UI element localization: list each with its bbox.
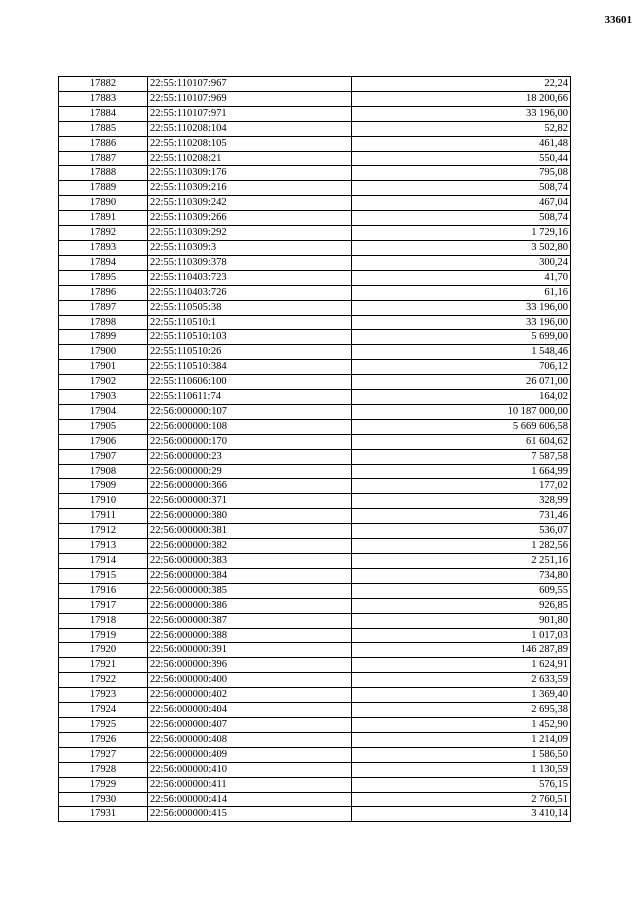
row-number-cell: 17884 xyxy=(59,106,148,121)
row-number-cell: 17920 xyxy=(59,643,148,658)
cadastral-number-cell: 22:56:000000:23 xyxy=(148,449,352,464)
row-number-cell: 17925 xyxy=(59,717,148,732)
table-row xyxy=(59,524,571,539)
amount-cell: 41,70 xyxy=(352,270,571,285)
cadastral-number-cell: 22:55:110403:726 xyxy=(148,285,352,300)
table-row xyxy=(59,598,571,613)
table-row xyxy=(59,747,571,762)
table-row xyxy=(59,464,571,479)
amount-cell: 3 502,80 xyxy=(352,240,571,255)
table-row xyxy=(59,404,571,419)
cadastral-number-cell: 22:56:000000:108 xyxy=(148,419,352,434)
amount-cell: 5 669 606,58 xyxy=(352,419,571,434)
cadastral-number-cell: 22:56:000000:410 xyxy=(148,762,352,777)
row-number-cell: 17931 xyxy=(59,807,148,822)
row-number-cell: 17922 xyxy=(59,673,148,688)
amount-cell: 1 282,56 xyxy=(352,539,571,554)
cadastral-number-cell: 22:55:110510:26 xyxy=(148,345,352,360)
table-row xyxy=(59,151,571,166)
amount-cell: 734,80 xyxy=(352,568,571,583)
cadastral-number-cell: 22:55:110403:723 xyxy=(148,270,352,285)
table-row xyxy=(59,777,571,792)
row-number-cell: 17916 xyxy=(59,583,148,598)
table-row xyxy=(59,732,571,747)
row-number-cell: 17907 xyxy=(59,449,148,464)
amount-cell: 18 200,66 xyxy=(352,91,571,106)
cadastral-number-cell: 22:56:000000:383 xyxy=(148,554,352,569)
table-row xyxy=(59,285,571,300)
table-row xyxy=(59,77,571,92)
cadastral-number-cell: 22:56:000000:388 xyxy=(148,628,352,643)
cadastral-number-cell: 22:56:000000:384 xyxy=(148,568,352,583)
row-number-cell: 17915 xyxy=(59,568,148,583)
cadastral-number-cell: 22:56:000000:408 xyxy=(148,732,352,747)
table-row xyxy=(59,240,571,255)
cadastral-number-cell: 22:55:110309:378 xyxy=(148,255,352,270)
table-row xyxy=(59,196,571,211)
amount-cell: 5 699,00 xyxy=(352,330,571,345)
row-number-cell: 17918 xyxy=(59,613,148,628)
cadastral-number-cell: 22:56:000000:396 xyxy=(148,658,352,673)
cadastral-number-cell: 22:56:000000:400 xyxy=(148,673,352,688)
table-row xyxy=(59,255,571,270)
cadastral-number-cell: 22:55:110107:969 xyxy=(148,91,352,106)
cadastral-number-cell: 22:56:000000:391 xyxy=(148,643,352,658)
row-number-cell: 17899 xyxy=(59,330,148,345)
amount-cell: 550,44 xyxy=(352,151,571,166)
amount-cell: 33 196,00 xyxy=(352,106,571,121)
cadastral-number-cell: 22:55:110208:104 xyxy=(148,121,352,136)
amount-cell: 61 604,62 xyxy=(352,434,571,449)
row-number-cell: 17905 xyxy=(59,419,148,434)
table-row xyxy=(59,300,571,315)
amount-cell: 467,04 xyxy=(352,196,571,211)
row-number-cell: 17930 xyxy=(59,792,148,807)
row-number-cell: 17910 xyxy=(59,494,148,509)
amount-cell: 576,15 xyxy=(352,777,571,792)
row-number-cell: 17897 xyxy=(59,300,148,315)
cadastral-number-cell: 22:55:110208:21 xyxy=(148,151,352,166)
table-row xyxy=(59,807,571,822)
amount-cell: 52,82 xyxy=(352,121,571,136)
cadastral-number-cell: 22:55:110309:242 xyxy=(148,196,352,211)
amount-cell: 61,16 xyxy=(352,285,571,300)
row-number-cell: 17894 xyxy=(59,255,148,270)
cadastral-number-cell: 22:56:000000:107 xyxy=(148,404,352,419)
table-row xyxy=(59,717,571,732)
cadastral-number-cell: 22:56:000000:407 xyxy=(148,717,352,732)
table-row xyxy=(59,583,571,598)
amount-cell: 7 587,58 xyxy=(352,449,571,464)
amount-cell: 3 410,14 xyxy=(352,807,571,822)
amount-cell: 1 664,99 xyxy=(352,464,571,479)
row-number-cell: 17893 xyxy=(59,240,148,255)
cadastral-number-cell: 22:55:110309:216 xyxy=(148,181,352,196)
row-number-cell: 17919 xyxy=(59,628,148,643)
row-number-cell: 17886 xyxy=(59,136,148,151)
amount-cell: 2 251,16 xyxy=(352,554,571,569)
table-row xyxy=(59,703,571,718)
table-row xyxy=(59,494,571,509)
table-row xyxy=(59,181,571,196)
row-number-cell: 17889 xyxy=(59,181,148,196)
cadastral-number-cell: 22:55:110505:38 xyxy=(148,300,352,315)
cadastral-number-cell: 22:55:110208:105 xyxy=(148,136,352,151)
amount-cell: 1 624,91 xyxy=(352,658,571,673)
cadastral-number-cell: 22:56:000000:402 xyxy=(148,688,352,703)
amount-cell: 461,48 xyxy=(352,136,571,151)
cadastral-number-cell: 22:56:000000:409 xyxy=(148,747,352,762)
amount-cell: 2 760,51 xyxy=(352,792,571,807)
table-row xyxy=(59,568,571,583)
row-number-cell: 17928 xyxy=(59,762,148,777)
data-table xyxy=(58,76,571,822)
amount-cell: 1 548,46 xyxy=(352,345,571,360)
cadastral-number-cell: 22:56:000000:411 xyxy=(148,777,352,792)
amount-cell: 926,85 xyxy=(352,598,571,613)
row-number-cell: 17923 xyxy=(59,688,148,703)
cadastral-number-cell: 22:55:110606:100 xyxy=(148,375,352,390)
amount-cell: 1 017,03 xyxy=(352,628,571,643)
row-number-cell: 17921 xyxy=(59,658,148,673)
amount-cell: 33 196,00 xyxy=(352,300,571,315)
table-row xyxy=(59,613,571,628)
row-number-cell: 17926 xyxy=(59,732,148,747)
table-row xyxy=(59,643,571,658)
amount-cell: 536,07 xyxy=(352,524,571,539)
table-row xyxy=(59,688,571,703)
table-row xyxy=(59,628,571,643)
amount-cell: 901,80 xyxy=(352,613,571,628)
amount-cell: 508,74 xyxy=(352,181,571,196)
row-number-cell: 17929 xyxy=(59,777,148,792)
amount-cell: 22,24 xyxy=(352,77,571,92)
table-row xyxy=(59,792,571,807)
table-row xyxy=(59,434,571,449)
amount-cell: 508,74 xyxy=(352,211,571,226)
row-number-cell: 17908 xyxy=(59,464,148,479)
cadastral-number-cell: 22:55:110309:3 xyxy=(148,240,352,255)
table-row xyxy=(59,375,571,390)
table-row xyxy=(59,419,571,434)
row-number-cell: 17895 xyxy=(59,270,148,285)
row-number-cell: 17888 xyxy=(59,166,148,181)
row-number-cell: 17890 xyxy=(59,196,148,211)
table-row xyxy=(59,360,571,375)
amount-cell: 2 633,59 xyxy=(352,673,571,688)
cadastral-number-cell: 22:55:110309:266 xyxy=(148,211,352,226)
row-number-cell: 17912 xyxy=(59,524,148,539)
cadastral-number-cell: 22:55:110107:967 xyxy=(148,77,352,92)
amount-cell: 164,02 xyxy=(352,390,571,405)
cadastral-number-cell: 22:56:000000:29 xyxy=(148,464,352,479)
cadastral-number-cell: 22:56:000000:381 xyxy=(148,524,352,539)
table-row xyxy=(59,106,571,121)
table-row xyxy=(59,121,571,136)
table-row xyxy=(59,673,571,688)
table-row xyxy=(59,211,571,226)
amount-cell: 1 586,50 xyxy=(352,747,571,762)
cadastral-number-cell: 22:56:000000:387 xyxy=(148,613,352,628)
amount-cell: 33 196,00 xyxy=(352,315,571,330)
amount-cell: 300,24 xyxy=(352,255,571,270)
page-number: 33601 xyxy=(604,14,632,26)
table-row xyxy=(59,539,571,554)
amount-cell: 328,99 xyxy=(352,494,571,509)
table-row xyxy=(59,330,571,345)
cadastral-number-cell: 22:56:000000:380 xyxy=(148,509,352,524)
cadastral-number-cell: 22:55:110510:1 xyxy=(148,315,352,330)
cadastral-number-cell: 22:56:000000:415 xyxy=(148,807,352,822)
row-number-cell: 17911 xyxy=(59,509,148,524)
table-body xyxy=(59,77,571,822)
table-row xyxy=(59,166,571,181)
row-number-cell: 17900 xyxy=(59,345,148,360)
table-row xyxy=(59,762,571,777)
row-number-cell: 17904 xyxy=(59,404,148,419)
table-row xyxy=(59,658,571,673)
table-row xyxy=(59,390,571,405)
cadastral-number-cell: 22:55:110107:971 xyxy=(148,106,352,121)
cadastral-number-cell: 22:56:000000:170 xyxy=(148,434,352,449)
amount-cell: 731,46 xyxy=(352,509,571,524)
cadastral-number-cell: 22:55:110309:292 xyxy=(148,226,352,241)
cadastral-number-cell: 22:55:110611:74 xyxy=(148,390,352,405)
table-row xyxy=(59,554,571,569)
amount-cell: 146 287,89 xyxy=(352,643,571,658)
row-number-cell: 17901 xyxy=(59,360,148,375)
cadastral-number-cell: 22:55:110309:176 xyxy=(148,166,352,181)
table-row xyxy=(59,449,571,464)
cadastral-number-cell: 22:55:110510:103 xyxy=(148,330,352,345)
table-row xyxy=(59,345,571,360)
amount-cell: 10 187 000,00 xyxy=(352,404,571,419)
amount-cell: 1 729,16 xyxy=(352,226,571,241)
cadastral-number-cell: 22:56:000000:382 xyxy=(148,539,352,554)
row-number-cell: 17887 xyxy=(59,151,148,166)
amount-cell: 1 452,90 xyxy=(352,717,571,732)
cadastral-number-cell: 22:56:000000:414 xyxy=(148,792,352,807)
row-number-cell: 17924 xyxy=(59,703,148,718)
table-row xyxy=(59,91,571,106)
row-number-cell: 17927 xyxy=(59,747,148,762)
row-number-cell: 17917 xyxy=(59,598,148,613)
row-number-cell: 17882 xyxy=(59,77,148,92)
amount-cell: 2 695,38 xyxy=(352,703,571,718)
amount-cell: 1 214,09 xyxy=(352,732,571,747)
table-row xyxy=(59,270,571,285)
row-number-cell: 17892 xyxy=(59,226,148,241)
cadastral-number-cell: 22:55:110510:384 xyxy=(148,360,352,375)
row-number-cell: 17891 xyxy=(59,211,148,226)
row-number-cell: 17896 xyxy=(59,285,148,300)
amount-cell: 26 071,00 xyxy=(352,375,571,390)
cadastral-number-cell: 22:56:000000:366 xyxy=(148,479,352,494)
row-number-cell: 17903 xyxy=(59,390,148,405)
cadastral-number-cell: 22:56:000000:371 xyxy=(148,494,352,509)
amount-cell: 609,55 xyxy=(352,583,571,598)
amount-cell: 1 369,40 xyxy=(352,688,571,703)
table-row xyxy=(59,136,571,151)
table-row xyxy=(59,226,571,241)
table-row xyxy=(59,479,571,494)
row-number-cell: 17913 xyxy=(59,539,148,554)
row-number-cell: 17914 xyxy=(59,554,148,569)
row-number-cell: 17906 xyxy=(59,434,148,449)
cadastral-number-cell: 22:56:000000:404 xyxy=(148,703,352,718)
row-number-cell: 17898 xyxy=(59,315,148,330)
row-number-cell: 17909 xyxy=(59,479,148,494)
table-row xyxy=(59,509,571,524)
amount-cell: 706,12 xyxy=(352,360,571,375)
row-number-cell: 17902 xyxy=(59,375,148,390)
row-number-cell: 17883 xyxy=(59,91,148,106)
amount-cell: 177,02 xyxy=(352,479,571,494)
amount-cell: 795,08 xyxy=(352,166,571,181)
amount-cell: 1 130,59 xyxy=(352,762,571,777)
table-row xyxy=(59,315,571,330)
cadastral-number-cell: 22:56:000000:386 xyxy=(148,598,352,613)
cadastral-number-cell: 22:56:000000:385 xyxy=(148,583,352,598)
row-number-cell: 17885 xyxy=(59,121,148,136)
